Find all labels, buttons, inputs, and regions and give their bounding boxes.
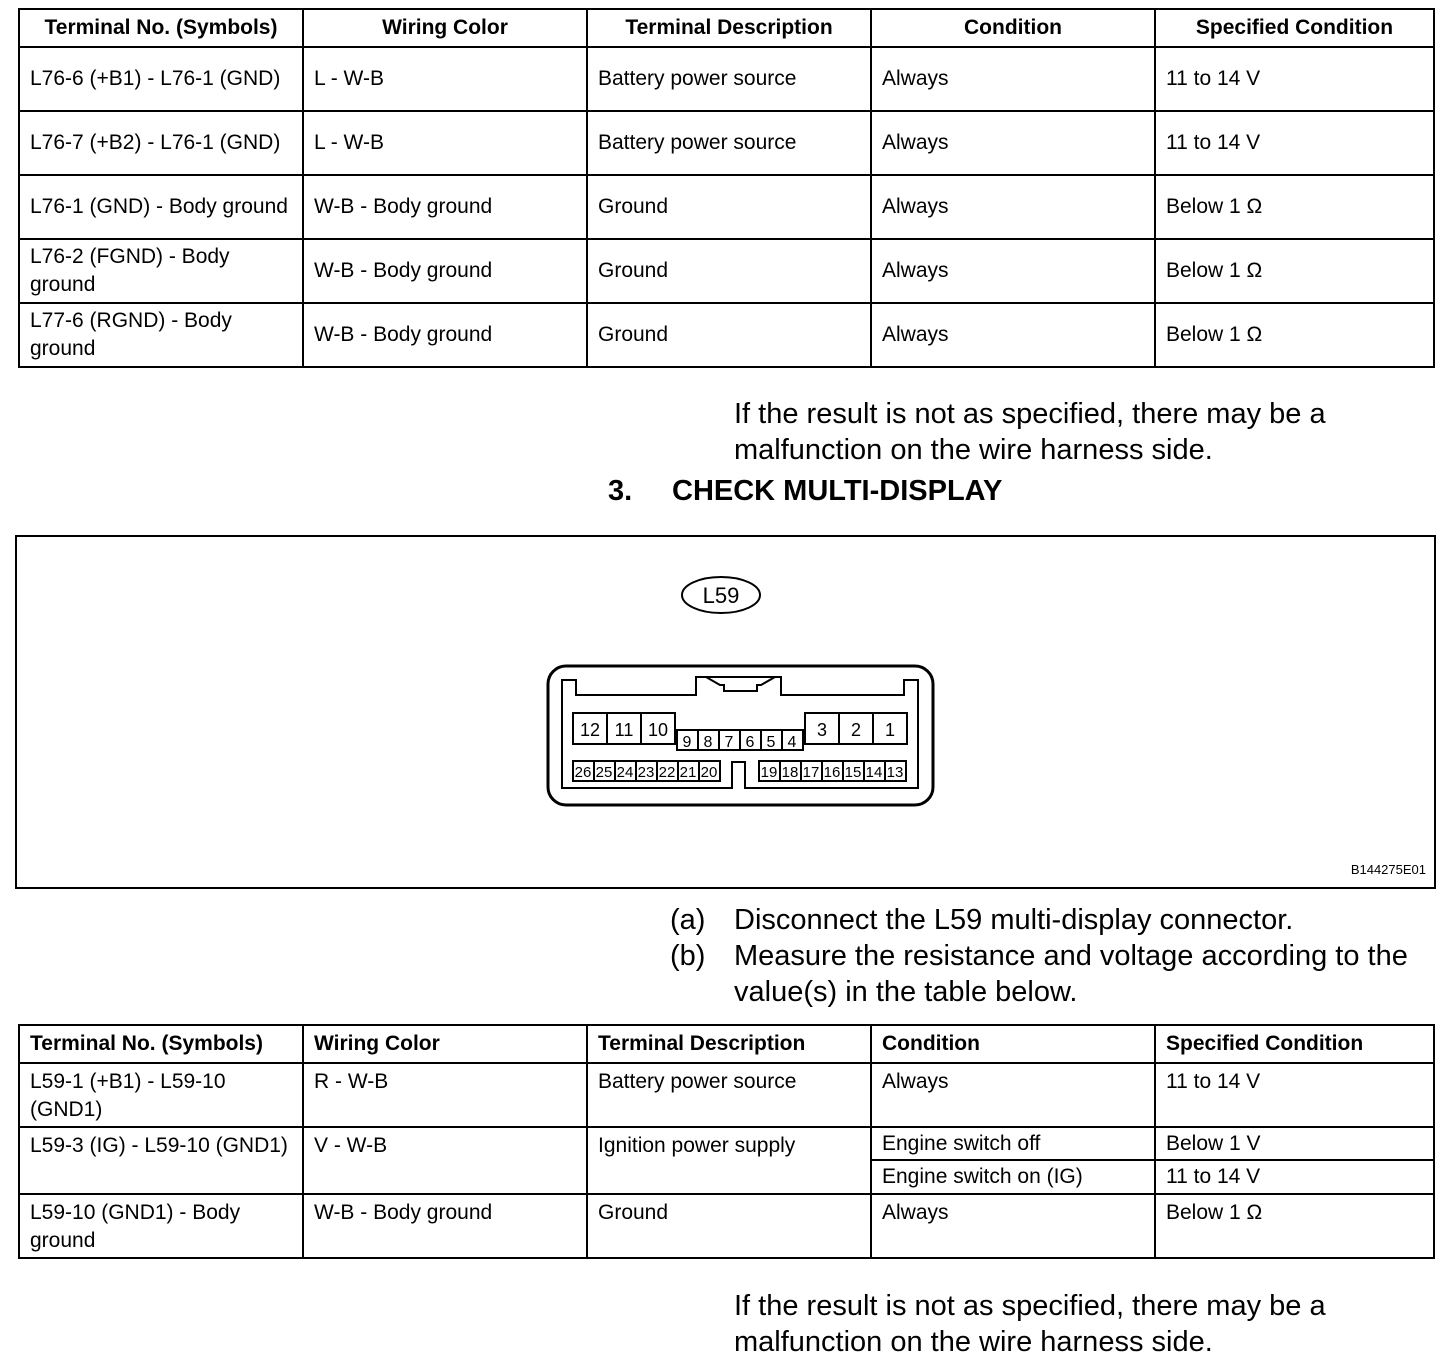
col-header-specified: Specified Condition — [1155, 1025, 1434, 1063]
pin-number: 24 — [616, 764, 634, 781]
cell-specified: 11 to 14 V — [1155, 111, 1434, 175]
cell-description: Ignition power supply — [587, 1127, 871, 1194]
cell-condition: Engine switch on (IG) — [871, 1160, 1155, 1194]
table-row — [19, 1063, 1434, 1127]
pin-number: 25 — [595, 764, 613, 781]
cell-wiring: R - W-B — [303, 1063, 587, 1127]
step-text: Disconnect the L59 multi-display connector. — [734, 904, 1294, 936]
col-header-wiring: Wiring Color — [303, 9, 587, 47]
step-item — [670, 902, 1430, 938]
procedure-steps — [670, 902, 1430, 1010]
pin-number: 13 — [886, 764, 904, 781]
pin-number: 12 — [579, 720, 601, 740]
col-header-description: Terminal Description — [587, 9, 871, 47]
table-row — [19, 111, 1434, 175]
cell-wiring: W-B - Body ground — [303, 1194, 587, 1258]
pin-number: 4 — [787, 734, 797, 751]
section-title: CHECK MULTI-DISPLAY — [672, 475, 1003, 507]
step-item — [670, 938, 1430, 1010]
result-note: If the result is not as specified, there may be a malfunction on the wire harness side. — [734, 398, 1326, 466]
cell-specified: Below 1 V — [1155, 1127, 1434, 1160]
cell-specified: 11 to 14 V — [1155, 1063, 1434, 1127]
cell-terminal: L76-6 (+B1) - L76-1 (GND) — [19, 47, 303, 111]
result-note: If the result is not as specified, there may be a malfunction on the wire harness side. — [734, 1290, 1326, 1358]
table-header-row — [19, 9, 1434, 47]
connector-diagram — [17, 537, 1434, 887]
col-header-condition: Condition — [871, 9, 1155, 47]
cell-condition: Always — [871, 1063, 1155, 1127]
pin-number: 17 — [802, 764, 820, 781]
pin-number: 15 — [844, 764, 862, 781]
col-header-description: Terminal Description — [587, 1025, 871, 1063]
pin-number: 16 — [823, 764, 841, 781]
table-row — [19, 47, 1434, 111]
cell-wiring: V - W-B — [303, 1127, 587, 1194]
pin-number: 9 — [682, 734, 692, 751]
table-row — [19, 1194, 1434, 1258]
pin-number: 8 — [703, 734, 713, 751]
cell-condition: Always — [871, 239, 1155, 303]
pin-number: 2 — [850, 720, 862, 740]
table-row — [19, 239, 1434, 303]
connector-figure — [15, 535, 1436, 889]
pin-number: 20 — [700, 764, 718, 781]
col-header-terminal: Terminal No. (Symbols) — [19, 1025, 303, 1063]
table-row — [19, 175, 1434, 239]
cell-wiring: W-B - Body ground — [303, 303, 587, 367]
terminal-table-2 — [18, 1024, 1435, 1259]
cell-specified: Below 1 Ω — [1155, 303, 1434, 367]
cell-terminal: L59-1 (+B1) - L59-10 (GND1) — [19, 1063, 303, 1127]
pin-number: 1 — [884, 720, 896, 740]
col-header-terminal: Terminal No. (Symbols) — [19, 9, 303, 47]
col-header-wiring: Wiring Color — [303, 1025, 587, 1063]
cell-description: Battery power source — [587, 47, 871, 111]
terminal-table-1 — [18, 8, 1435, 368]
figure-code: B144275E01 — [1350, 862, 1426, 877]
cell-specified: Below 1 Ω — [1155, 239, 1434, 303]
section-number: 3. — [608, 475, 633, 507]
table-row — [19, 1127, 1434, 1160]
cell-condition: Always — [871, 111, 1155, 175]
cell-description: Ground — [587, 1194, 871, 1258]
cell-terminal: L76-7 (+B2) - L76-1 (GND) — [19, 111, 303, 175]
pin-number: 10 — [647, 720, 669, 740]
table-header-row — [19, 1025, 1434, 1063]
step-text: Measure the resistance and voltage according to the value(s) in the table below. — [734, 940, 1408, 1008]
cell-wiring: W-B - Body ground — [303, 239, 587, 303]
cell-specified: 11 to 14 V — [1155, 47, 1434, 111]
pin-number: 18 — [781, 764, 799, 781]
cell-condition: Always — [871, 303, 1155, 367]
cell-wiring: W-B - Body ground — [303, 175, 587, 239]
pin-number: 6 — [745, 734, 755, 751]
cell-condition: Always — [871, 47, 1155, 111]
pin-number: 3 — [816, 720, 828, 740]
pin-number: 21 — [679, 764, 697, 781]
pin-number: 23 — [637, 764, 655, 781]
step-label: (b) — [670, 940, 706, 972]
cell-terminal: L59-10 (GND1) - Body ground — [19, 1194, 303, 1258]
pin-number: 14 — [865, 764, 883, 781]
pin-number: 19 — [760, 764, 778, 781]
section-heading — [608, 473, 1002, 509]
cell-description: Ground — [587, 175, 871, 239]
cell-specified: Below 1 Ω — [1155, 1194, 1434, 1258]
cell-terminal: L59-3 (IG) - L59-10 (GND1) — [19, 1127, 303, 1194]
connector-label: L59 — [702, 583, 740, 608]
cell-description: Battery power source — [587, 1063, 871, 1127]
table-row — [19, 303, 1434, 367]
cell-description: Battery power source — [587, 111, 871, 175]
cell-wiring: L - W-B — [303, 111, 587, 175]
cell-wiring: L - W-B — [303, 47, 587, 111]
pin-number: 5 — [766, 734, 776, 751]
pin-number: 26 — [574, 764, 592, 781]
pin-number: 11 — [614, 720, 634, 740]
cell-terminal: L77-6 (RGND) - Body ground — [19, 303, 303, 367]
col-header-condition: Condition — [871, 1025, 1155, 1063]
pin-number: 7 — [724, 734, 734, 751]
cell-condition: Always — [871, 175, 1155, 239]
connector-latch — [706, 677, 775, 691]
cell-description: Ground — [587, 303, 871, 367]
cell-specified: Below 1 Ω — [1155, 175, 1434, 239]
step-label: (a) — [670, 904, 706, 936]
cell-terminal: L76-1 (GND) - Body ground — [19, 175, 303, 239]
cell-terminal: L76-2 (FGND) - Body ground — [19, 239, 303, 303]
col-header-specified: Specified Condition — [1155, 9, 1434, 47]
pin-number: 22 — [658, 764, 676, 781]
cell-condition: Always — [871, 1194, 1155, 1258]
cell-condition: Engine switch off — [871, 1127, 1155, 1160]
cell-specified: 11 to 14 V — [1155, 1160, 1434, 1194]
cell-description: Ground — [587, 239, 871, 303]
